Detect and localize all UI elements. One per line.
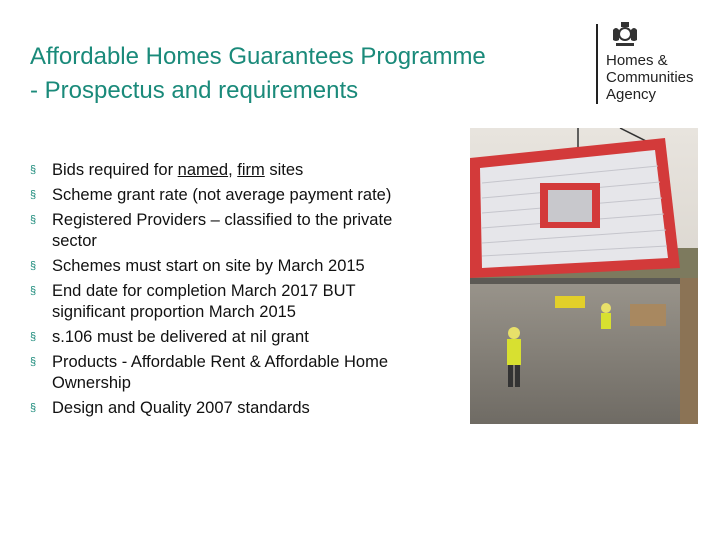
slide-title-line1: Affordable Homes Guarantees Programme [30,43,486,70]
bullet-item: § Bids required for named, firm sites [30,161,304,179]
logo-line2: Communities [606,69,694,86]
bullet-list [30,160,470,423]
logo-divider [596,24,598,104]
slide-title [30,40,570,108]
logo-wordmark [606,52,694,103]
royal-crest-icon [610,20,640,48]
bullet-marker: § [30,260,37,272]
bullet-item: § Scheme grant rate (not average payment rate) [30,186,392,204]
bullet-item: § End date for completion March 2017 BUT significant proportion March 2015 [30,282,356,321]
emphasis-firm: firm [237,161,265,179]
construction-photo-illustration [470,128,698,424]
logo-line3: Agency [606,86,657,103]
bullet-item: § s.106 must be delivered at nil grant [30,328,309,346]
logo-line1: Homes & [606,52,668,69]
bullet-item: § Products - Affordable Rent & Affordable Home Ownership [30,353,389,392]
bullet-marker: § [30,331,37,343]
hca-logo [596,20,706,104]
bullet-marker: § [30,164,37,176]
bullet-item: § Schemes must start on site by March 2015 [30,257,365,275]
bullet-marker: § [30,402,37,414]
bullet-marker: § [30,285,37,297]
slide-title-line2: - Prospectus and requirements [30,77,359,104]
construction-photo [470,128,698,424]
bullet-marker: § [30,356,37,368]
emphasis-named: named [177,161,229,179]
bullet-marker: § [30,214,37,226]
bullet-marker: § [30,189,37,201]
bullet-item: § Registered Providers – classified to the private sector [30,211,393,250]
bullet-item: § Design and Quality 2007 standards [30,399,310,417]
